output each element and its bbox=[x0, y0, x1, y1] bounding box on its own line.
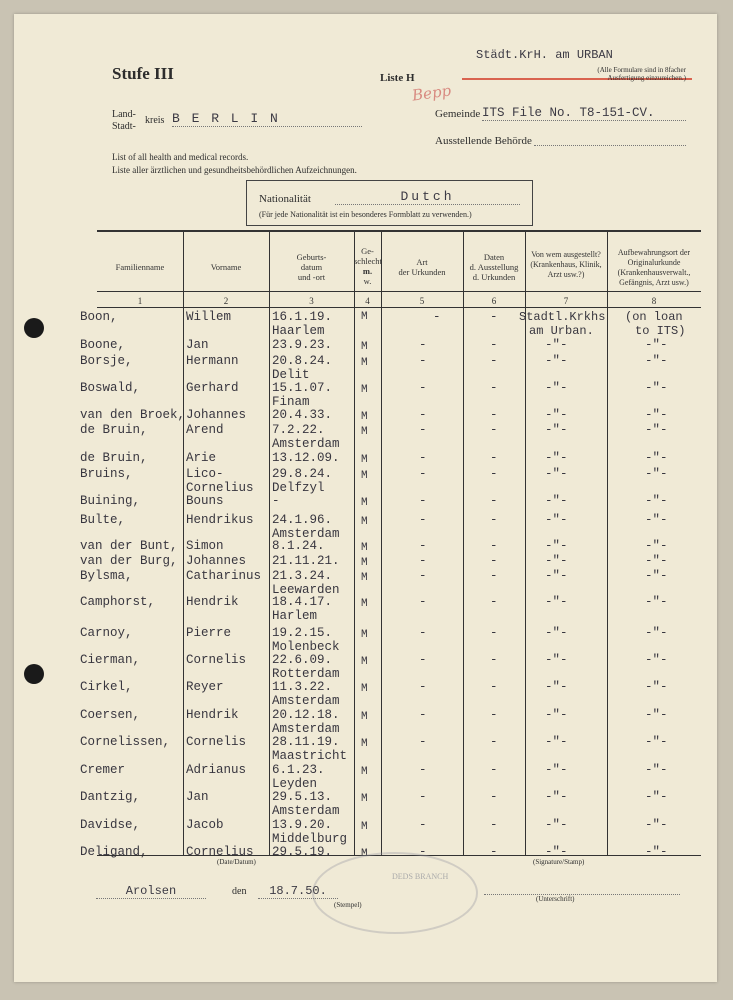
cell-issuer: -"- bbox=[545, 513, 568, 527]
signature-line bbox=[484, 894, 680, 895]
document-sheet bbox=[14, 14, 717, 982]
cell-birth-date: 21.3.24. bbox=[272, 569, 333, 583]
header-line: schlecht bbox=[354, 256, 382, 266]
cell-issuer: -"- bbox=[545, 735, 568, 749]
cell-family-name: van der Burg, bbox=[80, 554, 178, 568]
cell-sex: M bbox=[361, 426, 368, 438]
cell-record-type: - bbox=[419, 790, 427, 804]
cell-family-name: Cremer bbox=[80, 763, 126, 777]
cell-storage-location: -"- bbox=[645, 539, 668, 553]
cell-birth-place: Amsterdam bbox=[272, 437, 340, 451]
cell-birth-date: 13.9.20. bbox=[272, 818, 333, 832]
ausstellende-behoerde-label: Ausstellende Behörde bbox=[435, 135, 532, 147]
cell-sex: M bbox=[361, 738, 368, 750]
cell-sex: M bbox=[361, 357, 368, 369]
cell-family-name: Camphorst, bbox=[80, 595, 156, 609]
header-urkunden bbox=[381, 257, 463, 277]
cell-issuer: Stadtl.Krkhs bbox=[519, 310, 606, 324]
cell-sex: M bbox=[361, 629, 368, 641]
den-label: den bbox=[232, 886, 247, 897]
header-familienname: Familienname bbox=[115, 262, 165, 272]
header-ausstellung bbox=[463, 252, 525, 282]
cell-first-name: Reyer bbox=[186, 680, 224, 694]
form-note bbox=[546, 66, 686, 82]
cell-storage-location: -"- bbox=[645, 818, 668, 832]
cell-record-type: - bbox=[419, 539, 427, 553]
cell-record-type: - bbox=[419, 735, 427, 749]
cell-record-type: - bbox=[419, 423, 427, 437]
cell-storage-location: -"- bbox=[645, 763, 668, 777]
cell-record-type: - bbox=[419, 626, 427, 640]
cell-issue-date: - bbox=[490, 494, 498, 508]
cell-storage-location: -"- bbox=[645, 554, 668, 568]
cell-birth-place: Haarlem bbox=[272, 324, 325, 338]
header-line: datum bbox=[300, 262, 323, 272]
cell-issuer: -"- bbox=[545, 423, 568, 437]
cell-birth-place: Middelburg bbox=[272, 832, 348, 846]
cell-issuer: -"- bbox=[545, 845, 568, 859]
cell-birth-date: 20.12.18. bbox=[272, 708, 340, 722]
header-line: Daten bbox=[483, 252, 505, 262]
column-divider bbox=[381, 230, 382, 855]
behoerde-line bbox=[534, 145, 686, 146]
cell-issue-date: - bbox=[490, 595, 498, 609]
cell-issue-date: - bbox=[490, 763, 498, 777]
cell-birth-date: 24.1.96. bbox=[272, 513, 333, 527]
cell-family-name: Boswald, bbox=[80, 381, 141, 395]
cell-birth-date: 15.1.07. bbox=[272, 381, 333, 395]
cell-storage-location: -"- bbox=[645, 494, 668, 508]
cell-birth-date: 8.1.24. bbox=[272, 539, 325, 553]
header-line: w. bbox=[363, 276, 372, 286]
cell-issue-date: - bbox=[490, 790, 498, 804]
cell-issue-date: - bbox=[490, 735, 498, 749]
list-label: Liste H bbox=[380, 72, 415, 84]
cell-record-type: - bbox=[419, 467, 427, 481]
cell-issue-date: - bbox=[490, 467, 498, 481]
cell-first-name: Cornelis bbox=[186, 735, 247, 749]
cell-sex: M bbox=[361, 821, 368, 833]
header-line: m. bbox=[362, 266, 373, 276]
cell-birth-date: 13.12.09. bbox=[272, 451, 340, 465]
cell-record-type: - bbox=[419, 554, 427, 568]
cell-birth-date: 11.3.22. bbox=[272, 680, 333, 694]
cell-record-type: - bbox=[419, 381, 427, 395]
cell-sex: M bbox=[361, 454, 368, 466]
cell-first-name: Johannes bbox=[186, 408, 247, 422]
cell-storage-location: -"- bbox=[645, 735, 668, 749]
header-geschlecht bbox=[354, 246, 381, 286]
cell-sex: M bbox=[361, 516, 368, 528]
cell-record-type: - bbox=[419, 451, 427, 465]
cell-first-name: Simon bbox=[186, 539, 224, 553]
cell-birth-date: 22.6.09. bbox=[272, 653, 333, 667]
cell-issuer: -"- bbox=[545, 539, 568, 553]
cell-birth-place: Leewarden bbox=[272, 583, 340, 597]
place: Arolsen bbox=[96, 884, 206, 899]
cell-family-name: van der Bunt, bbox=[80, 539, 178, 553]
cell-storage-location: -"- bbox=[645, 569, 668, 583]
cell-sex: M bbox=[361, 766, 368, 778]
header-line: Art bbox=[416, 257, 428, 267]
cell-issue-date: - bbox=[490, 338, 498, 352]
cell-birth-place: Rotterdam bbox=[272, 667, 340, 681]
hospital-entry: Städt.KrH. am URBAN bbox=[476, 48, 613, 62]
cell-storage-location: -"- bbox=[645, 451, 668, 465]
cell-first-name: Catharinus bbox=[186, 569, 262, 583]
cell-record-type: - bbox=[419, 408, 427, 422]
header-line: Aufbewahrungsort der bbox=[617, 248, 691, 257]
unterschrift-caption: (Unterschrift) bbox=[536, 895, 575, 903]
date-caption: (Date/Datum) bbox=[217, 858, 256, 866]
punch-hole bbox=[24, 318, 44, 338]
cell-family-name: Bruins, bbox=[80, 467, 133, 481]
cell-storage-location: -"- bbox=[645, 338, 668, 352]
cell-issue-date: - bbox=[490, 408, 498, 422]
cell-storage-location: -"- bbox=[645, 790, 668, 804]
cell-first-name: Jan bbox=[186, 338, 209, 352]
cell-sex: M bbox=[361, 793, 368, 805]
cell-issuer: -"- bbox=[545, 554, 568, 568]
cell-issuer: -"- bbox=[545, 338, 568, 352]
cell-storage-location: -"- bbox=[645, 381, 668, 395]
cell-birth-date: 7.2.22. bbox=[272, 423, 325, 437]
column-number: 4 bbox=[365, 296, 370, 306]
cell-first-name: Jacob bbox=[186, 818, 224, 832]
kreis-value: B E R L I N bbox=[172, 111, 362, 127]
cell-first-name: Hendrikus bbox=[186, 513, 254, 527]
cell-first-name: Hendrik bbox=[186, 595, 239, 609]
cell-family-name: Boone, bbox=[80, 338, 126, 352]
column-number: 7 bbox=[563, 296, 569, 306]
cell-sex: M bbox=[361, 683, 368, 695]
cell-storage-location: -"- bbox=[645, 626, 668, 640]
cell-storage-location: -"- bbox=[645, 513, 668, 527]
cell-issuer: -"- bbox=[545, 763, 568, 777]
cell-storage-location: -"- bbox=[645, 408, 668, 422]
cell-family-name: Buining, bbox=[80, 494, 141, 508]
cell-sex: M bbox=[361, 542, 368, 554]
cell-birth-date: 29.5.13. bbox=[272, 790, 333, 804]
column-number: 8 bbox=[651, 296, 657, 306]
cell-storage-location: -"- bbox=[645, 845, 668, 859]
cell-birth-date: 28.11.19. bbox=[272, 735, 340, 749]
cell-birth-place: Finam bbox=[272, 395, 310, 409]
cell-birth-place: Amsterdam bbox=[272, 527, 340, 541]
cell-sex: M bbox=[361, 411, 368, 423]
cell-record-type: - bbox=[419, 845, 427, 859]
header-line: (Krankenhaus, Klinik, bbox=[530, 260, 602, 269]
cell-issue-date: - bbox=[490, 381, 498, 395]
cell-birth-date: 19.2.15. bbox=[272, 626, 333, 640]
cell-sex: M bbox=[361, 311, 368, 323]
cell-storage-location: -"- bbox=[645, 708, 668, 722]
cell-family-name: Davidse, bbox=[80, 818, 141, 832]
header-line: und -ort bbox=[297, 272, 326, 282]
header-line: Arzt usw.?) bbox=[547, 270, 585, 279]
cell-family-name: Coersen, bbox=[80, 708, 141, 722]
cell-family-name: Borsje, bbox=[80, 354, 133, 368]
column-number: 2 bbox=[223, 296, 229, 306]
cell-birth-place: Delit bbox=[272, 368, 310, 382]
column-divider bbox=[269, 230, 270, 855]
cell-sex: M bbox=[361, 557, 368, 569]
cell-family-name: Cirkel, bbox=[80, 680, 133, 694]
cell-first-name-cont: Cornelius bbox=[186, 481, 254, 495]
column-number: 5 bbox=[419, 296, 425, 306]
gemeinde-label: Gemeinde bbox=[435, 108, 481, 120]
cell-sex: M bbox=[361, 656, 368, 668]
cell-issuer-cont: am Urban. bbox=[529, 324, 594, 338]
header-line: Gefängnis, Arzt usw.) bbox=[619, 278, 689, 287]
cell-birth-place: Amsterdam bbox=[272, 694, 340, 708]
cell-record-type: - bbox=[419, 708, 427, 722]
cell-birth-date: 20.4.33. bbox=[272, 408, 333, 422]
cell-issuer: -"- bbox=[545, 467, 568, 481]
cell-first-name: Arend bbox=[186, 423, 224, 437]
cell-issue-date: - bbox=[490, 310, 498, 324]
cell-sex: M bbox=[361, 341, 368, 353]
cell-family-name: van den Broek, bbox=[80, 408, 186, 422]
cell-sex: M bbox=[361, 848, 368, 860]
nationality-note: (Für jede Nationalität ist ein besonderes Formblatt zu verwenden.) bbox=[259, 210, 472, 219]
cell-first-name: Jan bbox=[186, 790, 209, 804]
cell-record-type: - bbox=[419, 354, 427, 368]
header-vorname: Vorname bbox=[210, 262, 242, 272]
cell-birth-place: Molenbeck bbox=[272, 640, 340, 654]
cell-sex: M bbox=[361, 384, 368, 396]
cell-storage-location: -"- bbox=[645, 423, 668, 437]
handwritten-annotation: Bepp bbox=[410, 81, 453, 105]
cell-family-name: Cierman, bbox=[80, 653, 141, 667]
cell-family-name: Dantzig, bbox=[80, 790, 141, 804]
header-aussteller bbox=[525, 250, 607, 280]
cell-first-name: Bouns bbox=[186, 494, 224, 508]
cell-first-name: Adrianus bbox=[186, 763, 247, 777]
kreis-label: kreis bbox=[145, 115, 165, 126]
cell-issuer: -"- bbox=[545, 818, 568, 832]
header-geburtsdatum bbox=[269, 252, 354, 282]
stadt-label: Stadt- bbox=[112, 121, 136, 132]
land-stadt-label bbox=[112, 109, 136, 133]
cell-issuer: -"- bbox=[545, 494, 568, 508]
nationality-value: Dutch bbox=[335, 189, 520, 205]
header-line: d. Ausstellung bbox=[469, 262, 519, 272]
cell-issuer: -"- bbox=[545, 408, 568, 422]
cell-family-name: Boon, bbox=[80, 310, 118, 324]
form-level-title: Stufe III bbox=[112, 64, 174, 83]
form-note-line: Ausfertigung einzureichen.) bbox=[607, 74, 686, 82]
column-divider bbox=[607, 230, 608, 855]
cell-issue-date: - bbox=[490, 708, 498, 722]
cell-issue-date: - bbox=[490, 451, 498, 465]
cell-record-type: - bbox=[419, 763, 427, 777]
stempel-caption: (Stempel) bbox=[334, 901, 362, 909]
punch-hole bbox=[24, 664, 44, 684]
table-rule bbox=[97, 230, 701, 232]
cell-issue-date: - bbox=[490, 680, 498, 694]
header-line: Geburts- bbox=[296, 252, 327, 262]
cell-storage-location-cont: to ITS) bbox=[635, 324, 686, 338]
cell-record-type: - bbox=[419, 569, 427, 583]
cell-issue-date: - bbox=[490, 653, 498, 667]
column-divider bbox=[463, 230, 464, 855]
cell-first-name: Cornelis bbox=[186, 653, 247, 667]
cell-birth-place: Harlem bbox=[272, 609, 318, 623]
table-rule bbox=[97, 291, 701, 292]
cell-issuer: -"- bbox=[545, 569, 568, 583]
caption-english: List of all health and medical records. bbox=[112, 152, 249, 162]
cell-family-name: Bulte, bbox=[80, 513, 126, 527]
cell-record-type: - bbox=[433, 310, 441, 324]
cell-record-type: - bbox=[419, 513, 427, 527]
cell-issuer: -"- bbox=[545, 653, 568, 667]
cell-issuer: -"- bbox=[545, 790, 568, 804]
cell-record-type: - bbox=[419, 338, 427, 352]
cell-birth-date: 6.1.23. bbox=[272, 763, 325, 777]
cell-issuer: -"- bbox=[545, 354, 568, 368]
cell-birth-date: - bbox=[272, 494, 280, 508]
cell-storage-location: -"- bbox=[645, 680, 668, 694]
header-line: Originalurkunde bbox=[627, 258, 681, 267]
cell-birth-date: 29.8.24. bbox=[272, 467, 333, 481]
cell-family-name: Carnoy, bbox=[80, 626, 133, 640]
cell-issue-date: - bbox=[490, 554, 498, 568]
cell-issue-date: - bbox=[490, 423, 498, 437]
cell-storage-location: -"- bbox=[645, 595, 668, 609]
header-line: der Urkunden bbox=[398, 267, 446, 277]
header-line: (Krankenhausverwalt., bbox=[617, 268, 691, 277]
cell-issue-date: - bbox=[490, 818, 498, 832]
cell-birth-date: 18.4.17. bbox=[272, 595, 333, 609]
cell-record-type: - bbox=[419, 653, 427, 667]
cell-first-name: Hermann bbox=[186, 354, 239, 368]
cell-first-name: Lico- bbox=[186, 467, 224, 481]
cell-first-name: Johannes bbox=[186, 554, 247, 568]
header-aufbewahrung bbox=[607, 248, 701, 288]
cell-birth-date: 29.5.19. bbox=[272, 845, 333, 859]
header-line: Ge- bbox=[361, 246, 374, 256]
cell-record-type: - bbox=[419, 595, 427, 609]
form-note-line: (Alle Formulare sind in 8facher bbox=[597, 66, 686, 74]
stamp-text: DEDS BRANCH bbox=[392, 872, 449, 881]
caption-german: Liste aller ärztlichen und gesundheitsbehördlichen Aufzeichnungen. bbox=[112, 165, 357, 175]
cell-issuer: -"- bbox=[545, 381, 568, 395]
cell-issuer: -"- bbox=[545, 451, 568, 465]
signature-caption: (Signature/Stamp) bbox=[533, 858, 585, 866]
nationality-box bbox=[246, 180, 533, 226]
cell-family-name: de Bruin, bbox=[80, 423, 148, 437]
cell-first-name: Willem bbox=[186, 310, 232, 324]
cell-issuer: -"- bbox=[545, 595, 568, 609]
cell-birth-place: Leyden bbox=[272, 777, 318, 791]
cell-first-name: Gerhard bbox=[186, 381, 239, 395]
cell-family-name: de Bruin, bbox=[80, 451, 148, 465]
date-value: 18.7.50. bbox=[258, 884, 338, 899]
cell-family-name: Deligand, bbox=[80, 845, 148, 859]
cell-storage-location: -"- bbox=[645, 467, 668, 481]
cell-sex: M bbox=[361, 572, 368, 584]
column-divider bbox=[354, 230, 355, 855]
cell-issuer: -"- bbox=[545, 708, 568, 722]
cell-birth-place: Delfzyl bbox=[272, 481, 325, 495]
land-label: Land- bbox=[112, 109, 136, 120]
column-number: 6 bbox=[491, 296, 497, 306]
cell-storage-location: -"- bbox=[645, 653, 668, 667]
cell-issue-date: - bbox=[490, 569, 498, 583]
cell-issuer: -"- bbox=[545, 626, 568, 640]
cell-first-name: Arie bbox=[186, 451, 217, 465]
cell-record-type: - bbox=[419, 494, 427, 508]
cell-sex: M bbox=[361, 711, 368, 723]
cell-issue-date: - bbox=[490, 626, 498, 640]
cell-family-name: Bylsma, bbox=[80, 569, 133, 583]
cell-record-type: - bbox=[419, 680, 427, 694]
cell-first-name: Cornelius bbox=[186, 845, 254, 859]
cell-first-name: Hendrik bbox=[186, 708, 239, 722]
cell-birth-date: 21.11.21. bbox=[272, 554, 340, 568]
cell-record-type: - bbox=[419, 818, 427, 832]
cell-family-name: Cornelissen, bbox=[80, 735, 171, 749]
column-number: 3 bbox=[309, 296, 314, 306]
cell-issue-date: - bbox=[490, 354, 498, 368]
cell-first-name: Pierre bbox=[186, 626, 232, 640]
cell-issue-date: - bbox=[490, 513, 498, 527]
nationality-label: Nationalität bbox=[259, 193, 311, 205]
cell-birth-place: Amsterdam bbox=[272, 804, 340, 818]
cell-storage-location: (on loan bbox=[625, 310, 683, 324]
table-rule bbox=[97, 307, 701, 308]
cell-issuer: -"- bbox=[545, 680, 568, 694]
cell-birth-date: 16.1.19. bbox=[272, 310, 333, 324]
cell-sex: M bbox=[361, 470, 368, 482]
cell-issue-date: - bbox=[490, 845, 498, 859]
cell-birth-place: Maastricht bbox=[272, 749, 348, 763]
header-line: Von wem ausgestellt? bbox=[531, 250, 601, 259]
cell-birth-place: Amsterdam bbox=[272, 722, 340, 736]
file-number: ITS File No. T8-151-CV. bbox=[482, 106, 686, 121]
column-number: 1 bbox=[137, 296, 143, 306]
cell-storage-location: -"- bbox=[645, 354, 668, 368]
header-line: d. Urkunden bbox=[472, 272, 516, 282]
column-divider bbox=[183, 230, 184, 855]
cell-issue-date: - bbox=[490, 539, 498, 553]
cell-birth-date: 20.8.24. bbox=[272, 354, 333, 368]
cell-sex: M bbox=[361, 497, 368, 509]
cell-birth-date: 23.9.23. bbox=[272, 338, 333, 352]
cell-sex: M bbox=[361, 598, 368, 610]
